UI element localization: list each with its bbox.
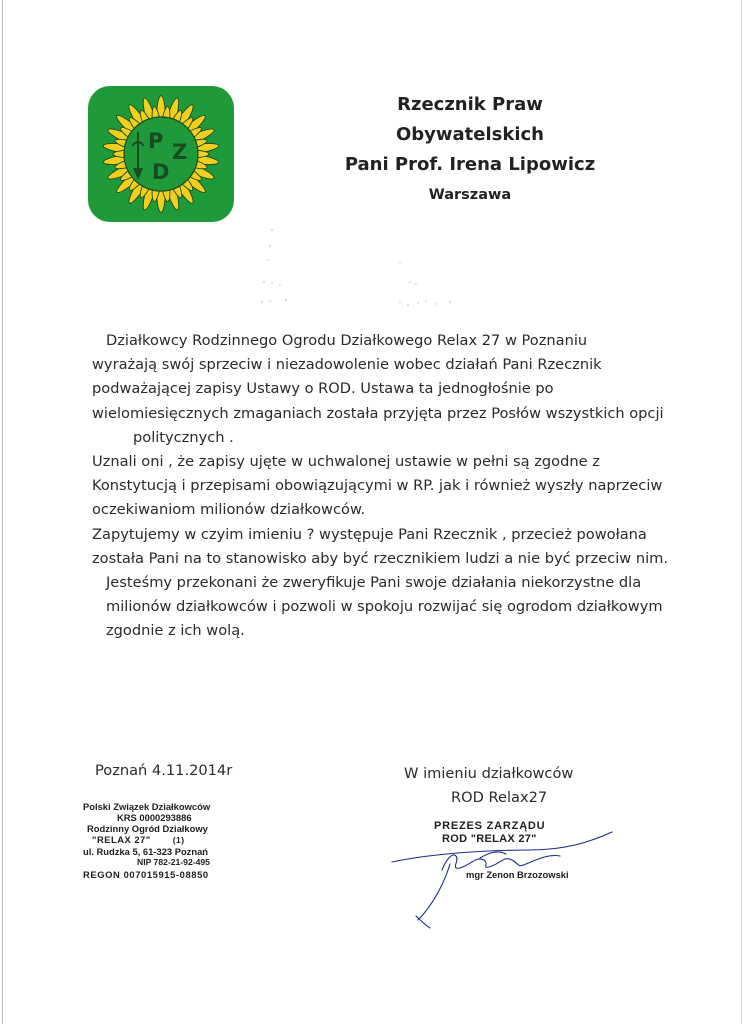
body-line: Jesteśmy przekonani że zweryfikuje Pani swoje działania niekorzystne dla	[106, 574, 642, 592]
stamp-line	[80, 834, 260, 846]
addressee-block	[320, 90, 620, 210]
stamp-line: Rodzinny Ogród Działkowy	[87, 823, 208, 835]
sign-off	[404, 762, 634, 810]
body-line: Zapytujemy w czyim imieniu ? występuje Pani Rzecznik , przecież powołana	[92, 525, 647, 543]
stamp-line: KRS 0000293886	[117, 812, 192, 824]
body-paragraph-1	[92, 329, 682, 450]
scan-edge-left	[2, 0, 3, 1024]
body-line: politycznych .	[133, 428, 234, 446]
body-line: wyrażają swój sprzeciw i niezadowolenie wobec działań Pani Rzecznik	[92, 356, 602, 374]
addressee-name: Pani Prof. Irena Lipowicz	[344, 154, 596, 175]
letter-date: Poznań 4.11.2014r	[95, 762, 233, 779]
addressee-city: Warszawa	[428, 187, 512, 203]
scan-edge-right	[741, 0, 742, 1024]
organisation-stamp	[80, 801, 260, 880]
stamp-number: (1)	[172, 835, 185, 846]
body-line: Działkowcy Rodzinnego Ogrodu Działkowego Relax 27 w Poznaniu	[106, 332, 588, 349]
handwritten-signature	[380, 820, 620, 930]
stamp-line: NIP 782-21-92-495	[137, 857, 210, 868]
addressee-title: Rzecznik Praw Obywatelskich	[395, 94, 545, 145]
pzd-logo	[88, 86, 234, 222]
body-line: zgodnie z ich wolą.	[106, 622, 245, 640]
stamp-title: PREZES ZARZĄDU	[434, 820, 546, 832]
logo-letter-z: Z	[172, 140, 188, 164]
stamp-org: ROD "RELAX 27"	[442, 833, 537, 845]
body-line: podważającej zapisy Ustawy o ROD. Ustawa ta jednogłośnie po	[92, 380, 554, 398]
body-line: wielomiesięcznych zmaganiach została przyjęta przez Posłów wszystkich opcji	[92, 404, 664, 422]
body-line: została Pani na to stanowisko aby być rzecznikiem ludzi a nie być przeciw nim.	[92, 549, 668, 567]
stamp-signatory: mgr Zenon Brzozowski	[466, 869, 569, 880]
letter-body	[92, 329, 682, 644]
body-line: Konstytucją i przepisami obowiązującymi w RP. jak i również wyszły naprzeciw	[92, 477, 663, 495]
stamp-line: REGON 007015915-08850	[83, 868, 209, 880]
stamp-line: Polski Związek Działkowców	[83, 801, 211, 812]
sign-off-line-1: W imieniu działkowców	[404, 765, 574, 782]
sign-off-line-2: ROD Relax27	[451, 789, 548, 806]
logo-letter-d: D	[152, 160, 170, 184]
body-paragraph-2	[92, 450, 682, 523]
body-line: milionów działkowców i pozwoli w spokoju rozwijać się ogrodom działkowym	[106, 598, 663, 616]
body-line: Uznali oni , że zapisy ujęte w uchwalonej ustawie w pełni są zgodne z	[92, 453, 600, 471]
scan-artifacts	[250, 220, 490, 320]
stamp-line: ul. Rudzka 5, 61-323 Poznań	[83, 846, 209, 858]
stamp-relax-name: "RELAX 27"	[92, 834, 151, 846]
logo-letter-p: P	[148, 129, 164, 153]
body-line: oczekiwaniom milionów działkowców.	[92, 501, 366, 519]
body-paragraph-3	[92, 523, 682, 644]
